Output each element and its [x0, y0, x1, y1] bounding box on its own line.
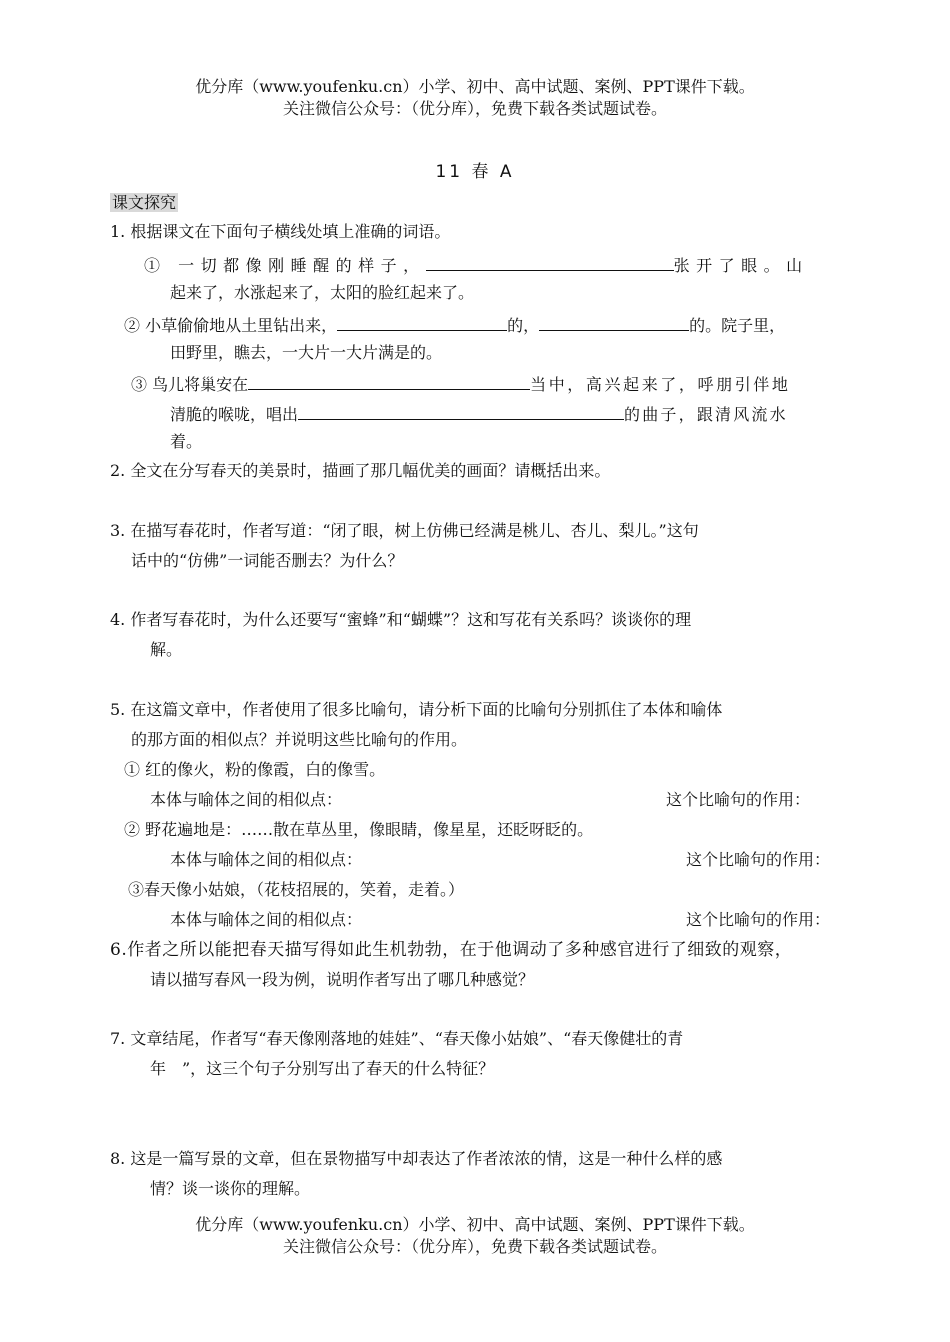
question-6-line-1: 6.作者之所以能把春天描写得如此生机勃勃，在于他调动了多种感官进行了细致的观察，: [110, 940, 793, 960]
q1-item-1-line-2: 起来了，水涨起来了，太阳的脸红起来了。: [170, 283, 475, 302]
question-7-line-2: 年 ”，这三个句子分别写出了春天的什么特征？: [150, 1059, 495, 1078]
q5-item-1-effect-label: 这个比喻句的作用：: [666, 790, 811, 809]
q1-item-1-blank[interactable]: [426, 252, 674, 271]
header-line-1: 优分库（www.youfenku.cn）小学、初中、高中试题、案例、PPT课件下载。: [195, 77, 755, 96]
page-title: 11 春 A: [435, 162, 515, 182]
q5-item-3-effect-label: 这个比喻句的作用：: [686, 910, 831, 929]
q1-item-1-line-1: [144, 252, 809, 277]
q5-item-2: ② 野花遍地是：……散在草丛里，像眼睛，像星星，还眨呀眨的。: [124, 820, 594, 839]
question-1-stem: 1. 根据课文在下面句子横线处填上准确的词语。: [110, 222, 451, 241]
q1-item-3-part-c: 清脆的喉咙，唱出: [170, 405, 299, 424]
q1-item-1-part-b: 张开了眼。山: [673, 256, 809, 275]
q5-item-3-similarity-label: 本体与喻体之间的相似点：: [170, 910, 363, 929]
footer-line-1: 优分库（www.youfenku.cn）小学、初中、高中试题、案例、PPT课件下载。: [195, 1215, 755, 1234]
q1-item-3-part-d: 的曲子，跟清风流水: [624, 405, 788, 424]
q5-item-1-similarity-label: 本体与喻体之间的相似点：: [150, 790, 343, 809]
q5-item-2-effect-label: 这个比喻句的作用：: [686, 850, 831, 869]
q1-item-3-part-b: 当中，高兴起来了，呼朋引伴地: [530, 375, 791, 394]
question-3-line-2: 话中的“仿佛”一词能否删去？为什么？: [131, 551, 404, 570]
q1-item-3-blank-1[interactable]: [248, 371, 530, 390]
section-heading: 课文探究: [112, 193, 177, 212]
q5-item-2-similarity-label: 本体与喻体之间的相似点：: [170, 850, 363, 869]
q1-item-3-line-1: [131, 371, 791, 396]
q1-item-2-blank-1[interactable]: [337, 312, 507, 331]
question-8-line-1: 8. 这是一篇写景的文章，但在景物描写中却表达了作者浓浓的情，这是一种什么样的感: [110, 1149, 723, 1168]
q1-item-2-part-b: 的，: [507, 316, 540, 335]
q1-item-3-line-3: 着。: [170, 432, 203, 451]
q1-item-3-blank-2[interactable]: [298, 401, 624, 420]
question-7-line-1: 7. 文章结尾，作者写“春天像刚落地的娃娃”、“春天像小姑娘”、“春天像健壮的青: [110, 1029, 684, 1048]
q1-item-3-line-2: [170, 401, 788, 426]
question-3-line-1: 3. 在描写春花时，作者写道：“闭了眼，树上仿佛已经满是桃儿、杏儿、梨儿。”这句: [110, 521, 699, 540]
question-4-line-2: 解。: [150, 640, 183, 659]
q1-item-1-part-a: ① 一切都像刚睡醒的样子，: [144, 256, 426, 275]
q1-item-2-part-a: ② 小草偷偷地从土里钻出来，: [124, 316, 338, 335]
q1-item-2-line-1: [124, 312, 785, 337]
question-8-line-2: 情？谈一谈你的理解。: [150, 1179, 311, 1198]
question-2: 2. 全文在分写春天的美景时，描画了那几幅优美的画面？请概括出来。: [110, 461, 611, 480]
question-6-line-2: 请以描写春风一段为例，说明作者写出了哪几种感觉？: [150, 970, 535, 989]
q1-item-2-part-c: 的。院子里，: [689, 316, 786, 335]
question-4-line-1: 4. 作者写春花时，为什么还要写“蜜蜂”和“蝴蝶”？这和写花有关系吗？谈谈你的理: [110, 610, 692, 629]
header-line-2: 关注微信公众号：（优分库），免费下载各类试题试卷。: [282, 99, 667, 118]
footer-line-2: 关注微信公众号：（优分库），免费下载各类试题试卷。: [282, 1237, 667, 1256]
question-5-line-2: 的那方面的相似点？并说明这些比喻句的作用。: [131, 730, 468, 749]
q1-item-2-line-2: 田野里，瞧去，一大片一大片满是的。: [170, 343, 443, 362]
q1-item-3-part-a: ③ 鸟儿将巢安在: [131, 375, 249, 394]
question-5-line-1: 5. 在这篇文章中，作者使用了很多比喻句，请分析下面的比喻句分别抓住了本体和喻体: [110, 700, 723, 719]
q1-item-2-blank-2[interactable]: [539, 312, 689, 331]
q5-item-3: ③春天像小姑娘，（花枝招展的，笑着，走着。）: [128, 880, 465, 899]
q5-item-1: ① 红的像火，粉的像霞，白的像雪。: [124, 760, 386, 779]
